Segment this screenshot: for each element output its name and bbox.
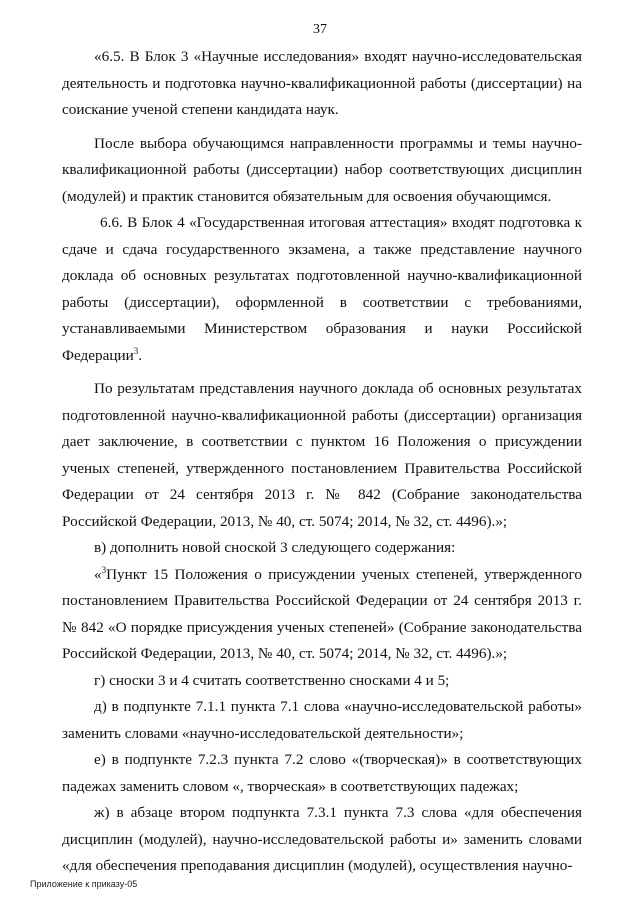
paragraph-after-choice [62, 131, 582, 211]
footnote-ref-3: 3 [133, 345, 139, 356]
paragraph-text: 6.6. В Блок 4 «Государственная итоговая аттестация» входят подготовка к сдаче и сдача государственного экзамена, а также представление научного доклада об основных результатах подготовленной научно-квалификационной работы (диссертации), оформленной в соответствии с требованиями, устанавливаемыми Министерством образования и науки Российской Федерации [62, 214, 582, 364]
paragraph-report-results [62, 376, 582, 535]
paragraph-text: По результатам представления научного доклада об основных результатах подготовленной научно-квалификационной работы (диссертации) организация дает заключение, в соответствии с пунктом 16 Положения о присуждении ученых степеней, утвержденного постановлением Правительства Российской Федерации от 24 сентября 2013 г. № 842 (Собрание законодательства Российской Федерации, 2013, № 40, ст. 5074; 2014, № 32, ст. 4496).»; [62, 380, 582, 530]
item-d [62, 694, 582, 747]
paragraph-text: г) сноски 3 и 4 считать соответственно сносками 4 и 5; [94, 671, 450, 689]
paragraph-text: е) в подпункте 7.2.3 пункта 7.2 слово «(творческая)» в соответствующих падежах заменить словом «, творческая» в соответствующих падежах; [62, 751, 582, 795]
paragraph-text: «6.5. В Блок 3 «Научные исследования» входят научно-исследовательская деятельность и подготовка научно-квалификационной работы (диссертации) на соискание ученой степени кандидата наук. [62, 48, 582, 118]
paragraph-text: д) в подпункте 7.1.1 пункта 7.1 слова «научно-исследовательской работы» заменить словами «научно-исследовательской деятельности»; [62, 698, 582, 742]
page-number: 37 [313, 22, 327, 37]
item-g [62, 668, 582, 695]
document-body [62, 44, 582, 880]
paragraph-text: ж) в абзаце втором подпункта 7.3.1 пункта 7.3 слова «для обеспечения дисциплин (модулей), научно-исследовательской работы и» заменить словами «для обеспечения преподавания дисциплин (модулей), осуществления научно- [62, 804, 582, 874]
quote-open: « [94, 565, 102, 583]
page-footer: Приложение к приказу-05 [30, 879, 138, 889]
paragraph-6-6 [62, 210, 582, 369]
paragraph-text: После выбора обучающимся направленности программы и темы научно-квалификационной работы (диссертации) набор соответствующих дисциплин (модулей) и практик становится обязательным для освоения обучающимся. [62, 134, 582, 205]
footnote-mark-3: 3 [101, 564, 107, 575]
footnote-3-text [62, 562, 582, 668]
item-zh [62, 800, 582, 880]
paragraph-6-5 [62, 44, 582, 124]
paragraph-text: в) дополнить новой сноской 3 следующего содержания: [94, 539, 456, 556]
paragraph-text: Пункт 15 Положения о присуждении ученых степеней, утвержденного постановлением Правительства Российской Федерации от 24 сентября 2013 г. № 842 «О порядке присуждения ученых степеней» (Собрание законодательства Российской Федерации, 2013, № 40, ст. 5074; 2014, № 32, ст. 4496).»; [62, 565, 582, 662]
paragraph-tail: . [138, 346, 143, 364]
item-v [62, 535, 582, 562]
item-e [62, 747, 582, 800]
